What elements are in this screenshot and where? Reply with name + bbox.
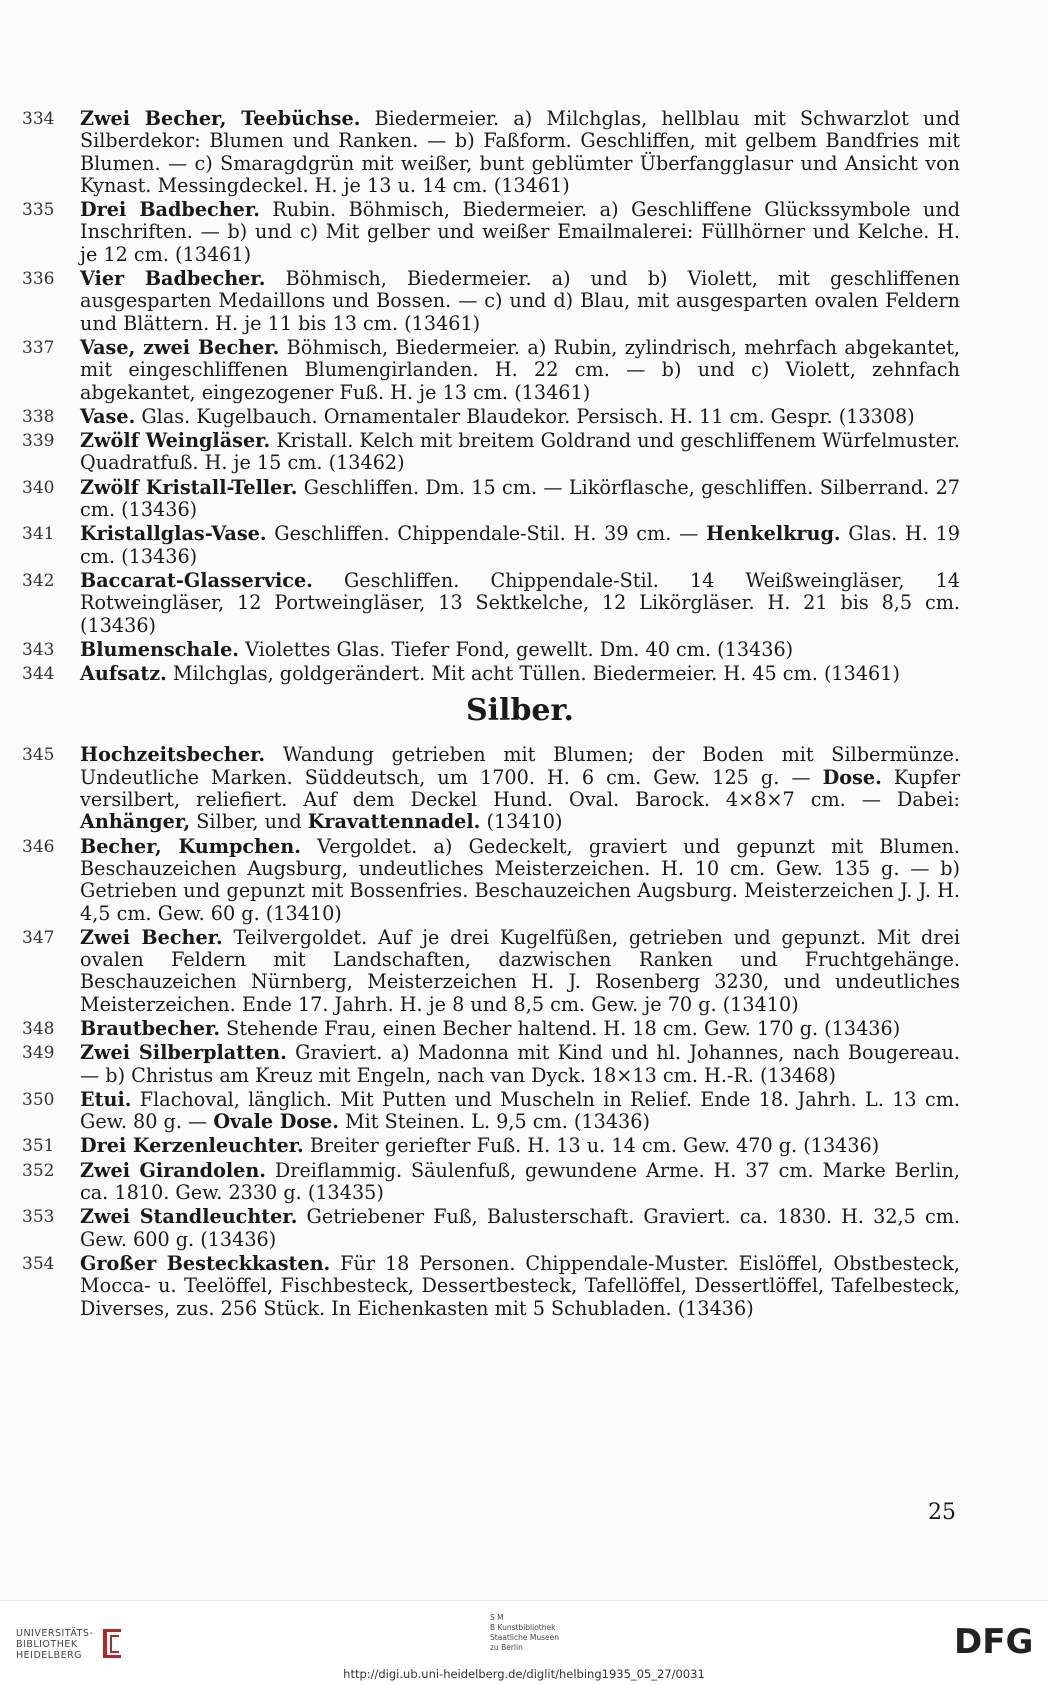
entry-title: Kristallglas-Vase. xyxy=(80,522,267,546)
entry-number: 341 xyxy=(22,524,55,545)
catalog-entry xyxy=(22,1206,960,1251)
entry-number: 334 xyxy=(22,109,55,129)
museum-stamp: S M B Kunstbibliothek Staatliche Museen zu Berlin xyxy=(490,1613,559,1652)
entry-text: Kristall. Kelch mit breitem Goldrand und geschliffenem Würfelmuster. Quadratfuß. H. je 15 cm. (13462) xyxy=(80,429,961,475)
entry-title: Kravattennadel. xyxy=(307,810,481,834)
silver-entries xyxy=(22,744,960,1319)
entry-title: Becher, Kumpchen. xyxy=(80,834,301,858)
catalog-entry xyxy=(22,1089,960,1134)
entries-list xyxy=(22,108,960,1322)
entry-number: 351 xyxy=(22,1136,55,1157)
entry-title: Vase. xyxy=(80,404,136,428)
entry-title: Drei Kerzenleuchter. xyxy=(80,1134,304,1158)
entry-number: 349 xyxy=(22,1043,55,1064)
dfg-logo[interactable] xyxy=(954,1623,1034,1657)
section-title: Silber. xyxy=(465,693,575,729)
entry-text: Für 18 Personen. Chippendale-Muster. Eislöffel, Obstbesteck, Mocca- u. Teelöffel, Fischbesteck, Dessertbesteck, Tafellöffel, Dessertlöffel, Tafelbesteck, Diverses, zus. 256 Stück. In Eichenkasten mit 5 Schubladen. (13436) xyxy=(80,1251,960,1320)
catalog-entry xyxy=(22,1135,960,1157)
entry-number: 340 xyxy=(22,477,55,498)
entry-title: Großer Besteckkasten. xyxy=(80,1251,331,1275)
entry-number: 344 xyxy=(22,664,55,685)
entry-text: Vergoldet. a) Gedeckelt, graviert und gepunzt mit Blumen. Beschauzeichen Augsburg, undeutliches Meisterzeichen. H. 10 cm. Gew. 135 g. — b) Getrieben und gepunzt mit Bossenfries. Beschauzeichen Augsburg. Meisterzeichen J. J. H. 4,5 cm. Gew. 60 g. (13410) xyxy=(80,834,961,925)
entry-number: 339 xyxy=(22,431,55,452)
catalog-entry xyxy=(22,570,960,637)
dfg-logo-text: DFG xyxy=(954,1623,1034,1657)
entry-title: Zwölf Kristall-Teller. xyxy=(80,475,298,499)
catalog-entry xyxy=(22,430,960,475)
catalog-entry xyxy=(22,523,960,568)
catalog-entry xyxy=(22,927,960,1016)
entry-title: Drei Badbecher. xyxy=(80,198,260,222)
university-library-text: UNIVERSITÄTS- BIBLIOTHEK HEIDELBERG xyxy=(16,1627,94,1661)
entry-number: 350 xyxy=(22,1089,55,1110)
entry-title: Dose. xyxy=(822,765,882,789)
entry-title: Anhänger, xyxy=(80,810,191,834)
entry-title: Zwölf Weingläser. xyxy=(80,429,271,453)
entry-text: Violettes Glas. Tiefer Fond, gewellt. Dm. 40 cm. (13436) xyxy=(238,637,794,661)
entry-title: Zwei Becher, Teebüchse. xyxy=(80,107,361,130)
entry-title: Henkelkrug. xyxy=(706,522,841,546)
entry-text: Böhmisch, Biedermeier. a) Rubin, zylindrisch, mehrfach abgekantet, mit eingeschliffenen Blumengirlanden. H. 22 cm. — b) und c) Violett, zehnfach abgekantet, eingezogener Fuß. H. je 13 cm. (13461) xyxy=(80,335,961,404)
entry-title: Vier Badbecher. xyxy=(80,267,266,291)
entry-text: Teilvergoldet. Auf je drei Kugelfüßen, getrieben und gepunzt. Mit drei ovalen Feldern mit Landschaften, dazwischen Ranken und Fruchtgehänge. Beschauzeichen Nürnberg, Meisterzeichen H. J. Rosenberg 3230, und undeutliches Meisterzeichen. Ende 17. Jahrh. H. je 8 und 8,5 cm. Gew. je 70 g. (13410) xyxy=(80,925,960,1016)
catalog-entry xyxy=(22,337,960,404)
source-url[interactable]: http://digi.ub.uni-heidelberg.de/diglit/helbing1935_05_27/0031 xyxy=(343,1667,705,1681)
entry-title: Etui. xyxy=(80,1087,132,1111)
catalog-entry xyxy=(22,199,960,266)
catalog-entry xyxy=(22,663,960,685)
catalog-entry xyxy=(22,477,960,522)
entry-text: (13410) xyxy=(480,810,563,834)
entry-text: Stehende Frau, einen Becher haltend. H. 18 cm. Gew. 170 g. (13436) xyxy=(220,1016,901,1040)
entry-text: Geschliffen. Dm. 15 cm. — Likörflasche, geschliffen. Silberrand. 27 cm. (13436) xyxy=(80,475,960,522)
entry-text: Glas. H. 19 cm. (13436) xyxy=(80,522,960,568)
entry-number: 348 xyxy=(22,1018,55,1039)
entry-title: Aufsatz. xyxy=(80,662,167,686)
entry-title: Baccarat-Glasservice. xyxy=(80,568,313,592)
entry-text: Biedermeier. a) Milchglas, hellblau mit Schwarzlot und Silberdekor: Blumen und Ranken. — b) Faßform. Geschliffen, mit gelbem Bandfries mit Blumen. — c) Smaragdgrün mit weißer, bunt geblümter Überfangglasur und Ansicht von Kynast. Messingdeckel. H. je 13 u. 14 cm. (13461) xyxy=(80,107,960,197)
entry-number: 353 xyxy=(22,1207,55,1228)
entry-number: 352 xyxy=(22,1160,55,1181)
entry-text: Böhmisch, Biedermeier. a) und b) Violett, mit geschliffenen ausgesparten Medaillons und Bossen. — c) und d) Blau, mit ausgesparten ovalen Feldern und Blättern. H. je 11 bis 13 cm. (13461) xyxy=(80,267,960,335)
entry-number: 338 xyxy=(22,406,55,427)
entry-text: Kupfer versilbert, reliefiert. Auf dem Deckel Hund. Oval. Barock. 4×8×7 cm. — Dabei: xyxy=(80,765,961,812)
glass-entries xyxy=(22,108,960,685)
entry-text: Graviert. a) Madonna mit Kind und hl. Johannes, nach Bougereau. — b) Christus am Kreuz mit Engeln, nach van Dyck. 18×13 cm. H.-R. (13468) xyxy=(80,1041,960,1087)
catalog-entry xyxy=(22,639,960,661)
entry-text: Dreiflammig. Säulenfuß, gewundene Arme. H. 37 cm. Marke Berlin, ca. 1810. Gew. 2330 g. (13435) xyxy=(80,1158,960,1205)
entry-number: 345 xyxy=(22,745,55,766)
entry-title: Hochzeitsbecher. xyxy=(80,743,266,767)
page-number: 25 xyxy=(928,1500,956,1525)
entry-title: Blumenschale. xyxy=(80,637,239,661)
entry-text: Glas. Kugelbauch. Ornamentaler Blaudekor. Persisch. H. 11 cm. Gespr. (13308) xyxy=(135,404,915,428)
entry-text: Geschliffen. Chippendale-Stil. H. 39 cm. — xyxy=(266,522,707,546)
entry-number: 354 xyxy=(22,1253,55,1274)
entry-number: 337 xyxy=(22,337,55,358)
entry-number: 336 xyxy=(22,269,55,290)
entry-text: Wandung getrieben mit Blumen; der Boden mit Silbermünze. Undeutliche Marken. Süddeutsch, um 1700. H. 6 cm. Gew. 125 g. — xyxy=(80,743,960,789)
entry-number: 342 xyxy=(22,570,55,591)
entry-title: Brautbecher. xyxy=(80,1016,221,1040)
catalog-entry xyxy=(22,1042,960,1087)
catalog-entry xyxy=(22,108,960,197)
catalog-entry xyxy=(22,268,960,335)
entry-text: Rubin. Böhmisch, Biedermeier. a) Geschliffene Glückssymbole und Inschriften. — b) und c) Mit gelber und weißer Emailmalerei: Füllhörner und Kelche. H. je 12 cm. (13461) xyxy=(80,198,960,266)
catalog-entry xyxy=(22,406,960,428)
entry-title: Zwei Becher. xyxy=(80,925,223,949)
entry-text: Mit Steinen. L. 9,5 cm. (13436) xyxy=(338,1110,650,1134)
catalog-entry xyxy=(22,836,960,925)
catalog-entry xyxy=(22,744,960,833)
entry-title: Zwei Standleuchter. xyxy=(80,1205,298,1229)
catalog-entry xyxy=(22,1018,960,1040)
entry-title: Ovale Dose. xyxy=(213,1110,339,1134)
entry-text: Breiter geriefter Fuß. H. 13 u. 14 cm. Gew. 470 g. (13436) xyxy=(303,1134,880,1158)
university-library-logo[interactable] xyxy=(16,1627,125,1661)
entry-number: 347 xyxy=(22,927,55,948)
university-seal-icon xyxy=(99,1627,125,1661)
entry-text: Getriebener Fuß, Balusterschaft. Graviert. ca. 1830. H. 32,5 cm. Gew. 600 g. (13436) xyxy=(80,1205,960,1251)
entry-title: Zwei Girandolen. xyxy=(80,1158,266,1182)
entry-number: 335 xyxy=(22,200,55,221)
entry-text: Geschliffen. Chippendale-Stil. 14 Weißweingläser, 14 Rotweingläser, 12 Portweingläser, 13 Sektkelche, 12 Likörgläser. H. 21 bis 8,5 cm. (13436) xyxy=(80,568,960,637)
entry-text: Silber, und xyxy=(190,810,308,834)
entry-title: Zwei Silberplatten. xyxy=(80,1041,287,1065)
catalog-entry xyxy=(22,1160,960,1205)
footer-bar xyxy=(0,1600,1048,1685)
catalog-entry xyxy=(22,1253,960,1320)
entry-number: 343 xyxy=(22,639,55,660)
entry-text: Milchglas, goldgerändert. Mit acht Tüllen. Biedermeier. H. 45 cm. (13461) xyxy=(166,662,900,686)
entry-title: Vase, zwei Becher. xyxy=(80,335,280,359)
entry-number: 346 xyxy=(22,836,55,857)
entry-text: Flachoval, länglich. Mit Putten und Muscheln in Relief. Ende 18. Jahrh. L. 13 cm. Gew. 80 g. — xyxy=(80,1087,960,1134)
